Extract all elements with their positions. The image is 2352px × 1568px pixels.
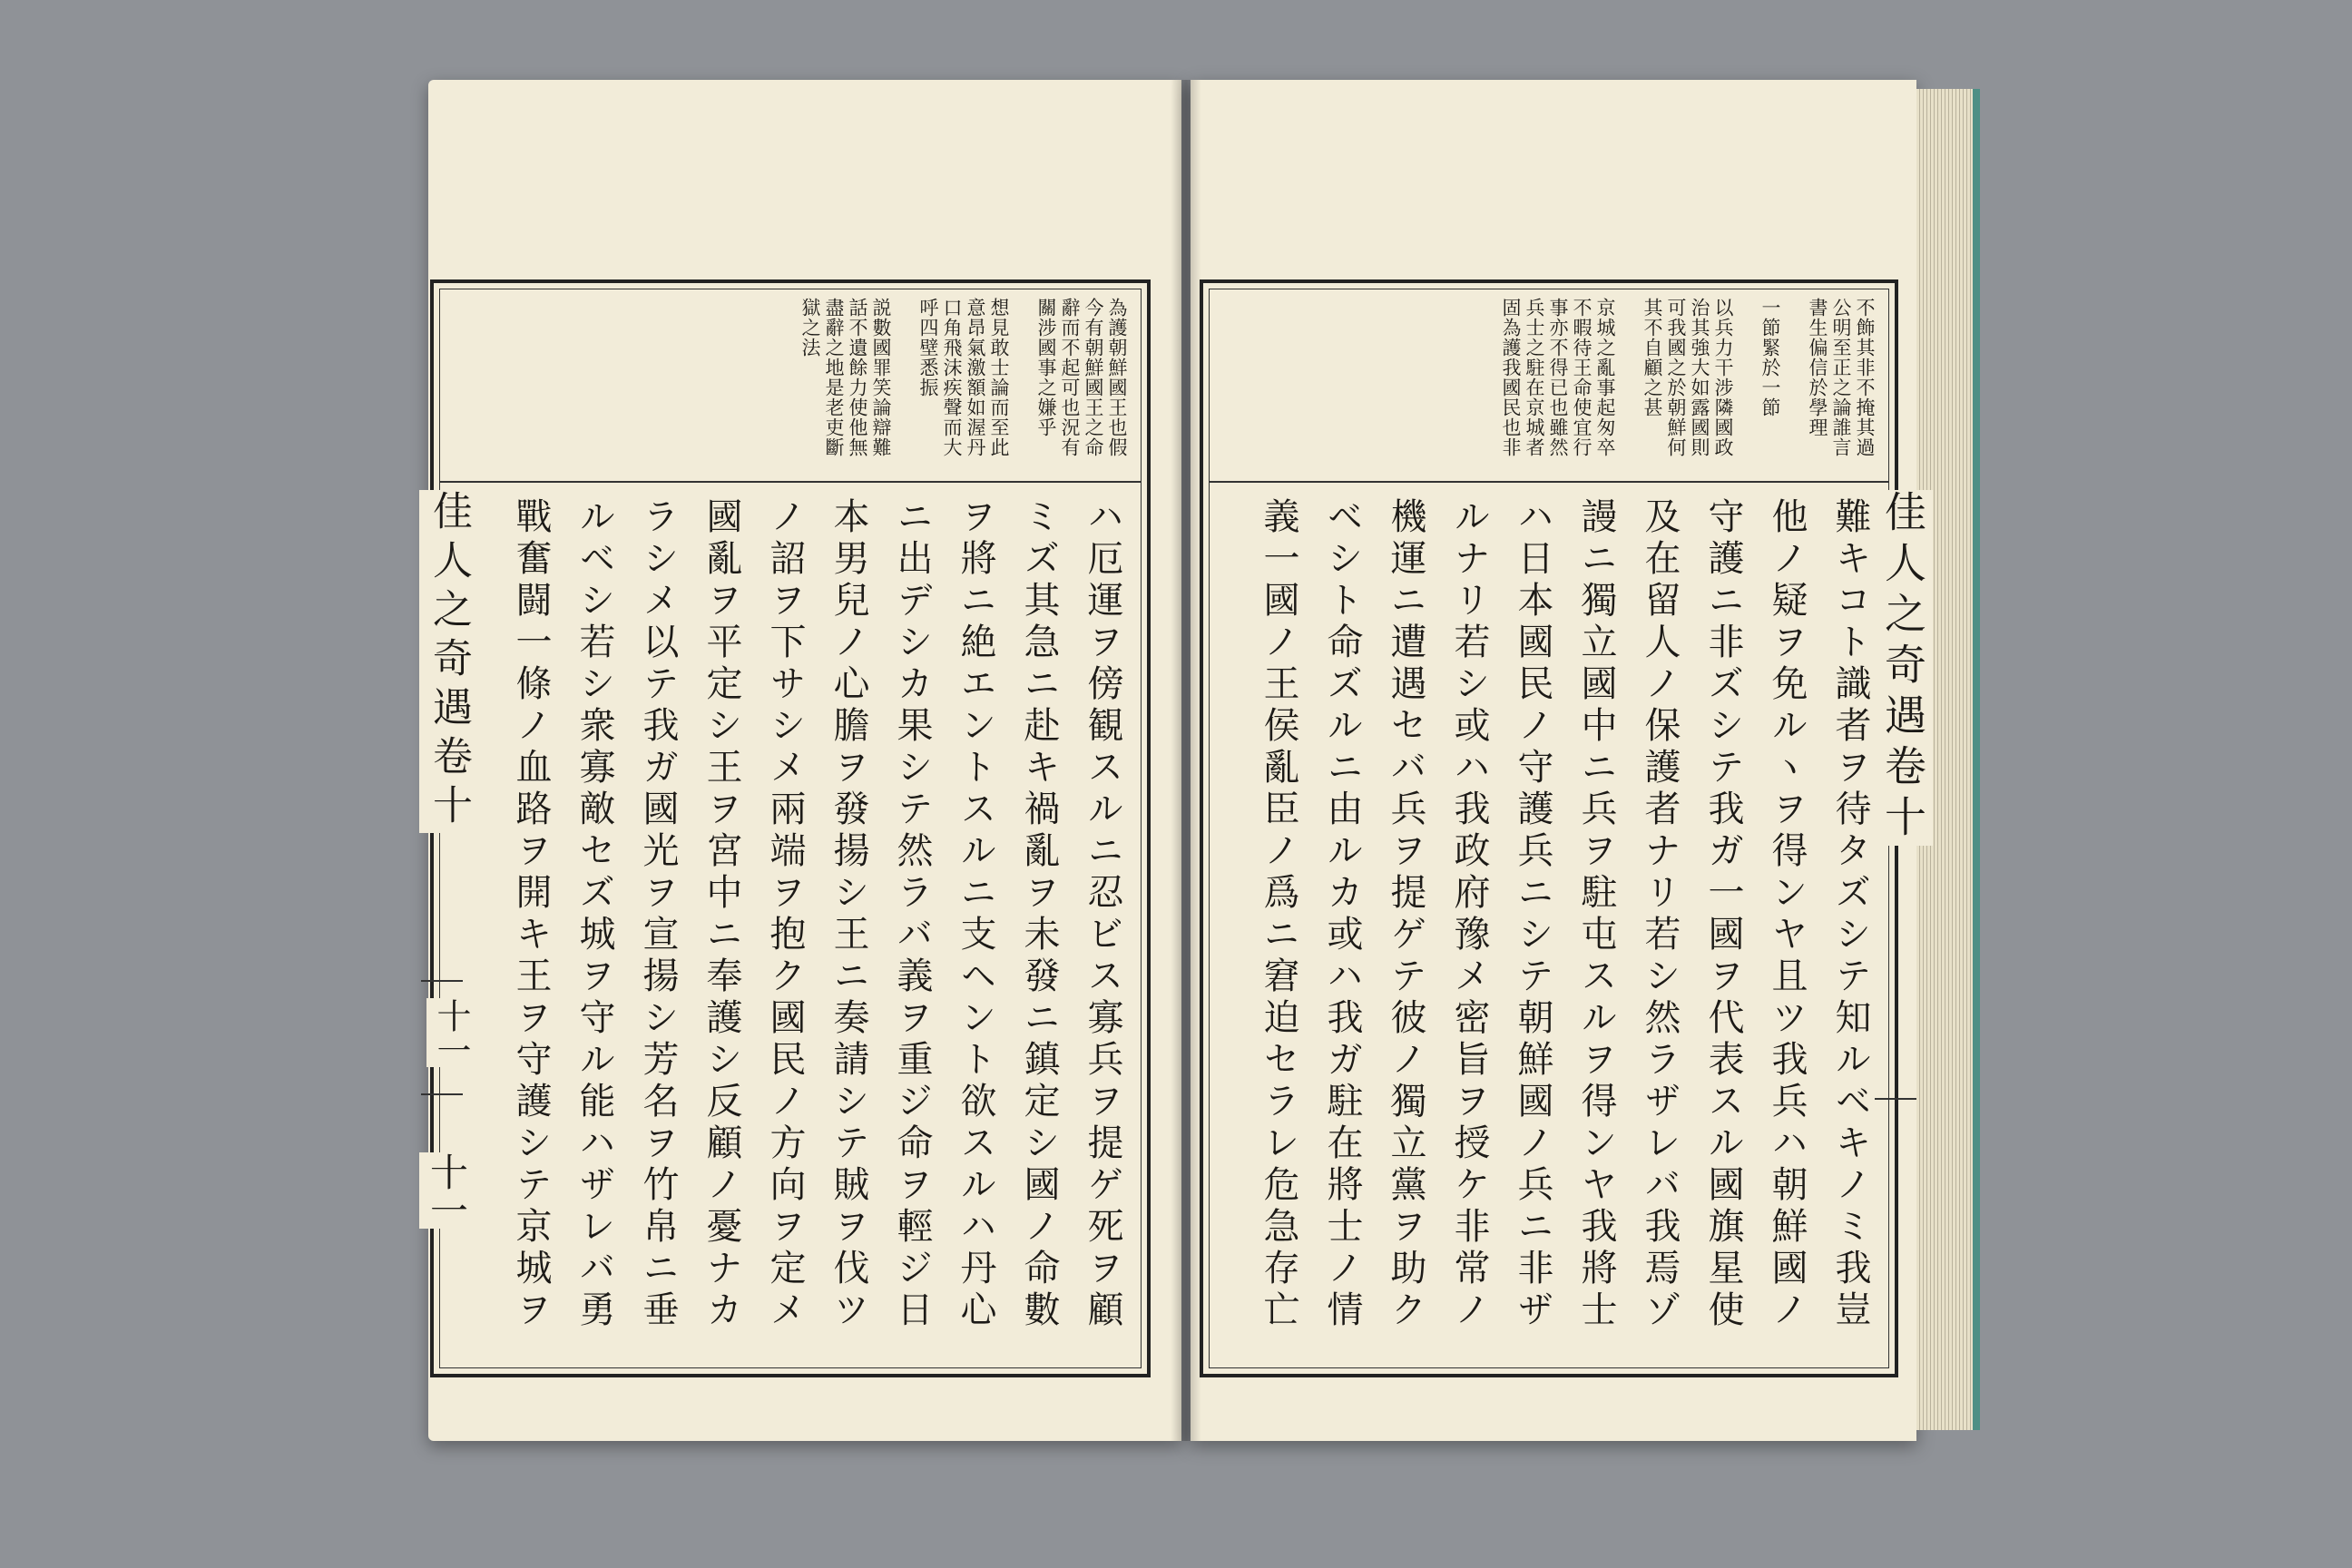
left-notes-divider	[439, 481, 1142, 483]
left-page-number: 十一	[426, 998, 476, 1067]
left-head-rule-2	[421, 1093, 463, 1095]
left-main-text: ハ厄運ヲ傍観スルニ忍ビス寡兵ヲ提ゲ死ヲ顧 ミズ其急ニ赴キ禍亂ヲ未發ニ鎮定シ國ノ命數 ヲ將ニ絶エントスルニ支ヘント欲スルハ丹心 ニ出デシカ果シテ然ラバ義ヲ重ジ命ヲ輕ジ日 本男兒ノ心膽ヲ發揚シ王ニ奏請シテ賊ヲ伐ツ ノ詔ヲ下サシメ兩端ヲ抱ク國民ノ方向ヲ定メ 國亂ヲ平定シ王ヲ宮中ニ奉護シ反顧ノ憂ナカ ラシメ以テ我ガ國光ヲ宣揚シ芳名ヲ竹帛ニ垂 ルベシ若シ衆寡敵セズ城ヲ守ル能ハザレバ勇 戰奮闘一條ノ血路ヲ開キ王ヲ守護シテ京城ヲ	[510, 497, 1123, 1332]
right-notes-divider	[1209, 481, 1889, 483]
right-marginal-notes: 不飾其非不掩其過 公明至正之論誰言 書生偏信於學理 一節緊於一節 以兵力干涉隣國政 治其強大如露國則 可我國之於朝鮮何 其不自顧之甚 京城之亂事起匆卒 不暇待王命使宜行 事亦不得已也雖然 兵士之駐在京城者 固為護我國民也非	[1500, 298, 1876, 457]
right-text-frame	[1200, 279, 1898, 1377]
left-marginal-notes: 為護朝鮮國王也假 今有朝鮮國王之命 辭而不起可也況有 關涉國事之嫌乎 想見敢士論而至此 意昂氣激額如渥丹 口角飛沫疾聲而大 呼四壁悉振 説數國罪笑論辯難 話不遺餘力使他無 盡辭之地是老吏斷 獄之法	[799, 298, 1128, 457]
right-head-rule	[1875, 1098, 1916, 1100]
book-gutter	[1171, 80, 1201, 1441]
left-head-rule	[421, 980, 463, 982]
left-text-frame	[430, 279, 1151, 1377]
right-running-head: 佳人之奇遇卷十	[1873, 490, 1933, 846]
left-running-head: 佳人之奇遇卷十	[419, 490, 477, 833]
right-main-text: 難キコト識者ヲ待タズシテ知ルベキノミ我豈 他ノ疑ヲ免ルヽヲ得ンヤ且ツ我兵ハ朝鮮國ノ 守護ニ非ズシテ我ガ一國ヲ代表スル國旗星使 及在留人ノ保護者ナリ若シ然ラザレバ我焉ゾ 謾ニ獨立國中ニ兵ヲ駐屯スルヲ得ンヤ我將士 ハ日本國民ノ守護兵ニシテ朝鮮國ノ兵ニ非ザ ルナリ若シ或ハ我政府豫メ密旨ヲ授ケ非常ノ 機運ニ遭遇セバ兵ヲ提ゲテ彼ノ獨立黨ヲ助ク ベシト命ズルニ由ルカ或ハ我ガ駐在將士ノ情 義一國ノ王侯亂臣ノ爲ニ窘迫セラレ危急存亡	[1258, 497, 1871, 1332]
left-leaf-number: 十一	[419, 1152, 474, 1229]
